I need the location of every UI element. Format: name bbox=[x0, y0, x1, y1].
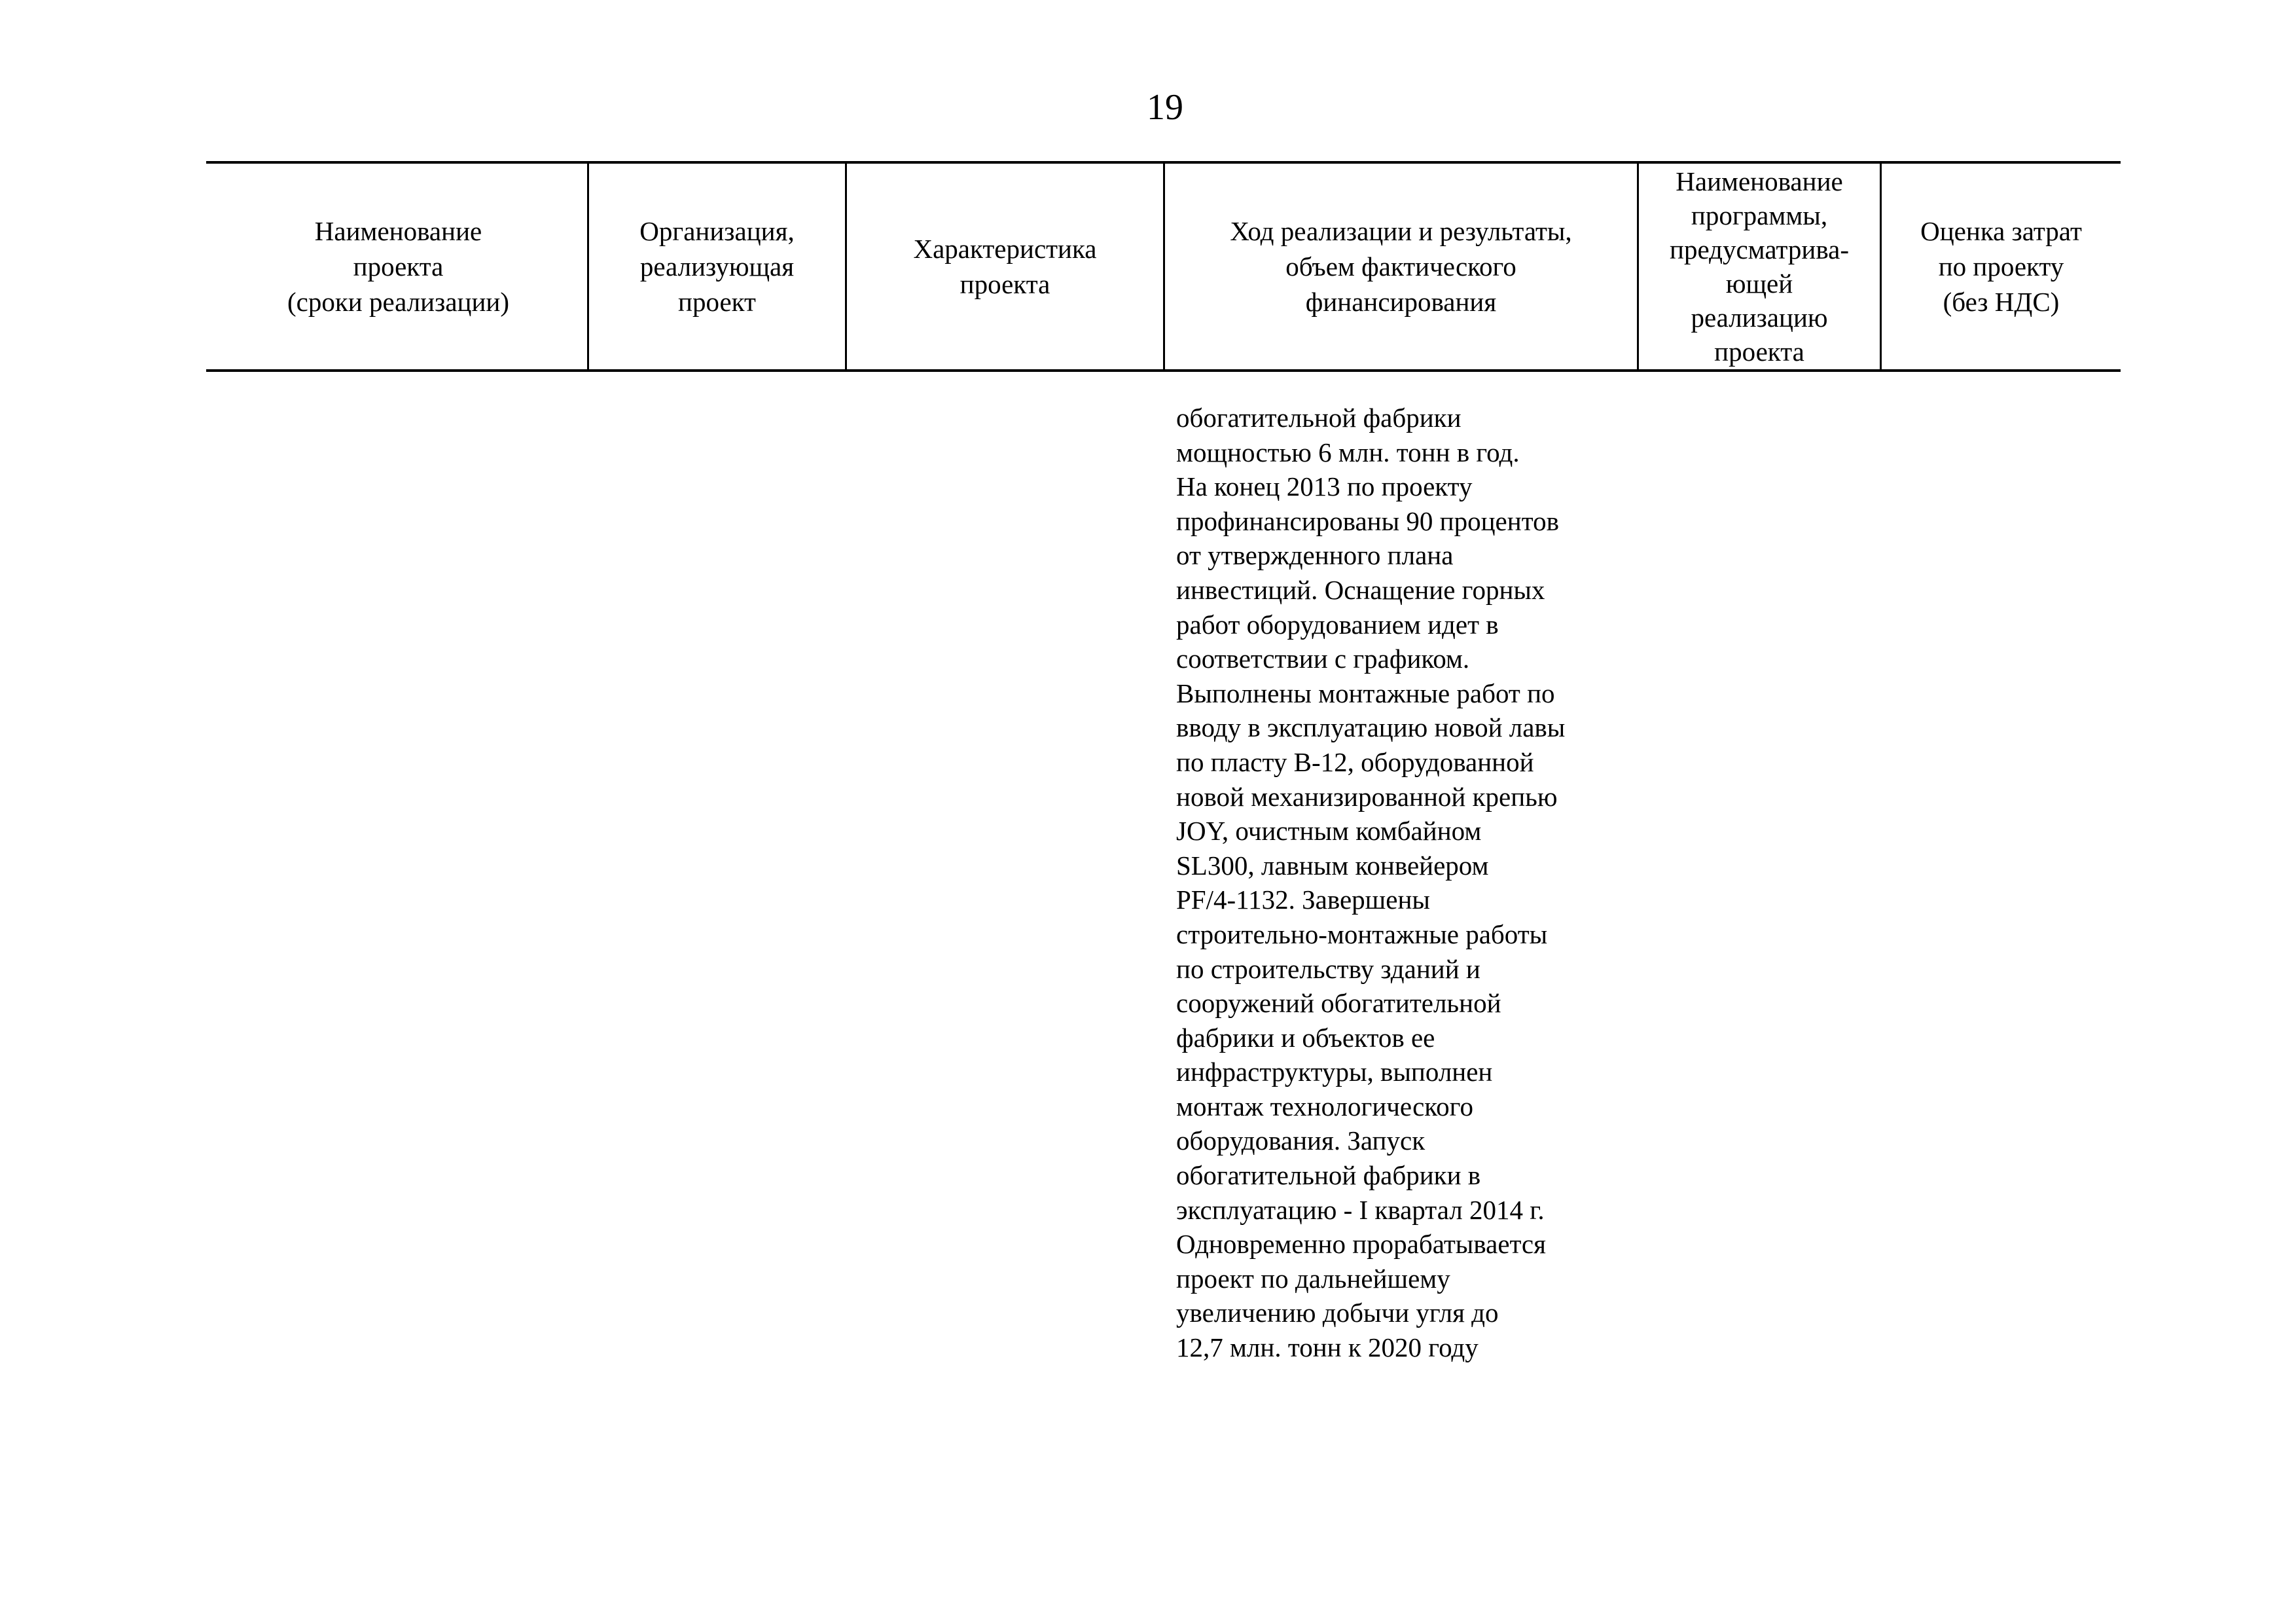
header-program: Наименование программы, предусматрива- ющей реализацию проекта bbox=[1670, 166, 1849, 367]
progress-cell: обогатительной фабрики мощностью 6 млн. тонн в год. На конец 2013 по проекту профинансированы 90 процентов от утвержденного плана инвестиций. Оснащение горных работ оборудованием идет в соответствии с графиком. Выполнены монтажные работ по вводу в эксплуатацию новой лавы по пласту В-12, оборудованной новой механизированной крепью JOY, очистным комбайном SL300, лавным конвейером PF/4-1132. Завершены строительно-монтажные работы по строительству зданий и сооружений обогатительной фабрики и объектов ее инфраструктуры, выполнен монтаж технологического оборудования. Запуск обогатительной фабрики в эксплуатацию - I квартал 2014 г. Одновременно прорабатывается проект по дальнейшему увеличению добычи угля до 12,7 млн. тонн к 2020 году bbox=[1176, 403, 1566, 1363]
header-project-name: Наименование проекта (сроки реализации) bbox=[287, 216, 509, 317]
header-progress: Ход реализации и результаты, объем фактического финансирования bbox=[1230, 216, 1572, 317]
header-cost: Оценка затрат по проекту (без НДС) bbox=[1920, 216, 2082, 317]
header-organization: Организация, реализующая проект bbox=[639, 216, 795, 317]
header-characteristics: Характеристика проекта bbox=[913, 234, 1097, 299]
page-number: 19 bbox=[1147, 87, 1183, 128]
